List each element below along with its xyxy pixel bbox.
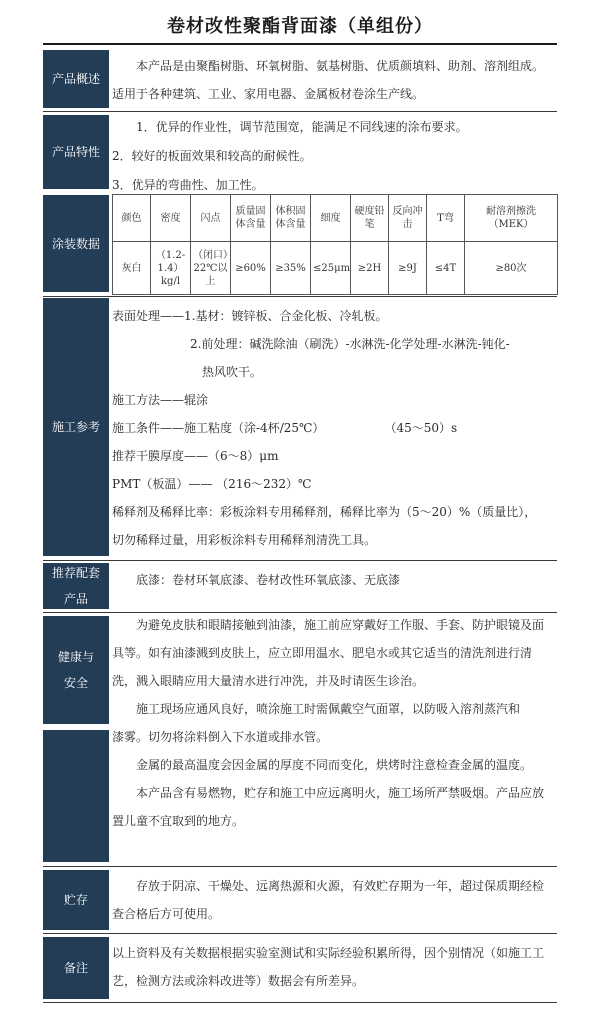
table-header-cell: 体积固体含量 bbox=[271, 195, 311, 242]
overview-content bbox=[112, 52, 552, 108]
table-value-cell: ≤4T bbox=[427, 242, 465, 295]
separator bbox=[43, 560, 557, 561]
pmt: PMT（板温）—— （216～232）℃ bbox=[112, 477, 312, 491]
label-health: 健康与 安全 bbox=[43, 616, 109, 724]
separator bbox=[43, 866, 557, 867]
label-primer: 推荐配套 产品 bbox=[43, 563, 109, 609]
separator bbox=[43, 111, 557, 112]
table-header-cell: T弯 bbox=[427, 195, 465, 242]
table-value-cell: ≥80次 bbox=[465, 242, 558, 295]
table-header-cell: 耐溶剂擦洗（MEK） bbox=[465, 195, 558, 242]
remarks-text: 以上资料及有关数据根据实验室测试和实际经验积累所得，因个别情况（如施工工艺，检测方法或涂料改进等）数据会有所差异。 bbox=[112, 946, 545, 988]
health-paragraph: 金属的最高温度会因金属的厚度不同而变化，烘烤时注意检查金属的温度。 bbox=[136, 758, 533, 772]
feature-item: 1．优异的作业性，调节范围宽，能满足不同线速的涂布要求。 bbox=[136, 120, 468, 134]
surface-treatment-1: 表面处理——1.基材：镀锌板、合金化板、冷轧板。 bbox=[112, 309, 388, 323]
health-paragraph: 漆雾。切勿将涂料倒入下水道或排水管。 bbox=[112, 730, 329, 744]
label-application: 施工参考 bbox=[43, 298, 109, 556]
storage-content bbox=[112, 872, 552, 928]
document-title: 卷材改性聚酯背面漆（单组份） bbox=[167, 16, 433, 37]
table-header-cell: 密度 bbox=[151, 195, 191, 242]
surface-treatment-2-cont: 热风吹干。 bbox=[202, 365, 263, 379]
table-value-cell: ≤25μm bbox=[311, 242, 351, 295]
label-coating-data: 涂装数据 bbox=[43, 195, 109, 292]
table-header-cell: 硬度铅笔 bbox=[351, 195, 389, 242]
health-paragraph: 本产品含有易燃物，贮存和施工中应远离明火，施工场所严禁吸烟。产品应放置儿童不宜取到的地方。 bbox=[112, 786, 545, 828]
separator bbox=[43, 933, 557, 934]
surface-treatment-2: 2.前处理：碱洗除油（刷洗）-水淋洗-化学处理-水淋洗-钝化- bbox=[190, 337, 510, 351]
table-header-cell: 细度 bbox=[311, 195, 351, 242]
storage-text: 存放于阴凉、干燥处、远离热源和火源，有效贮存期为一年，超过保质期经检查合格后方可使用。 bbox=[112, 879, 545, 921]
label-health-cont bbox=[43, 730, 109, 862]
feature-item: 3．优异的弯曲性、加工性。 bbox=[112, 178, 264, 192]
title-rule bbox=[43, 43, 557, 45]
table-value-cell: （1.2-1.4）kg/l bbox=[151, 242, 191, 295]
table-value-cell: ≥9J bbox=[389, 242, 427, 295]
overview-text: 本产品是由聚酯树脂、环氧树脂、氨基树脂、优质颜填料、助剂、溶剂组成。适用于各种建筑、工业、家用电器、金属板材卷涂生产线。 bbox=[112, 59, 545, 101]
coating-data-table bbox=[112, 194, 558, 295]
health-paragraph: 施工现场应通风良好，喷涂施工时需佩戴空气面罩，以防吸入溶剂蒸汽和 bbox=[136, 702, 521, 716]
table-header-cell: 反向冲击 bbox=[389, 195, 427, 242]
features-content bbox=[112, 114, 552, 198]
thinner-ratio: 稀释剂及稀释比率：彩板涂料专用稀释剂，稀释比率为（5～20）%（质量比）， bbox=[112, 505, 537, 519]
feature-item: 2．较好的板面效果和较高的耐候性。 bbox=[112, 149, 312, 163]
label-overview: 产品概述 bbox=[43, 50, 109, 108]
table-header-cell: 闪点 bbox=[191, 195, 231, 242]
application-condition: 施工条件——施工粘度（涂-4杯/25℃） （45～50）s bbox=[112, 421, 458, 435]
table-value-cell: ≥2H bbox=[351, 242, 389, 295]
separator bbox=[43, 1002, 557, 1003]
label-remarks: 备注 bbox=[43, 937, 109, 999]
health-content bbox=[112, 611, 552, 835]
table-value-cell: （闭口）22℃以上 bbox=[191, 242, 231, 295]
application-content bbox=[112, 302, 557, 554]
remarks-content bbox=[112, 939, 552, 995]
primer-text: 底漆：卷材环氧底漆、卷材改性环氧底漆、无底漆 bbox=[136, 573, 401, 587]
label-storage: 贮存 bbox=[43, 870, 109, 930]
health-paragraph: 为避免皮肤和眼睛接触到油漆，施工前应穿戴好工作服、手套、防护眼镜及面具等。如有油漆溅到皮肤上，应立即用温水、肥皂水或其它适当的清洗剂进行清洗，溅入眼睛应用大量清水进行冲洗，并及时请医生诊治。 bbox=[112, 618, 545, 688]
thinner-ratio-cont: 切勿稀释过量，用彩板涂料专用稀释剂清洗工具。 bbox=[112, 533, 377, 547]
table-value-cell: 灰白 bbox=[113, 242, 151, 295]
table-header-cell: 质量固体含量 bbox=[231, 195, 271, 242]
application-method: 施工方法——辊涂 bbox=[112, 393, 209, 407]
dry-film-thickness: 推荐干膜厚度——（6～8）μm bbox=[112, 449, 279, 463]
label-features: 产品特性 bbox=[43, 115, 109, 189]
table-value-cell: ≥60% bbox=[231, 242, 271, 295]
primer-content bbox=[112, 566, 552, 594]
separator bbox=[43, 296, 557, 297]
table-header-cell: 颜色 bbox=[113, 195, 151, 242]
table-value-cell: ≥35% bbox=[271, 242, 311, 295]
